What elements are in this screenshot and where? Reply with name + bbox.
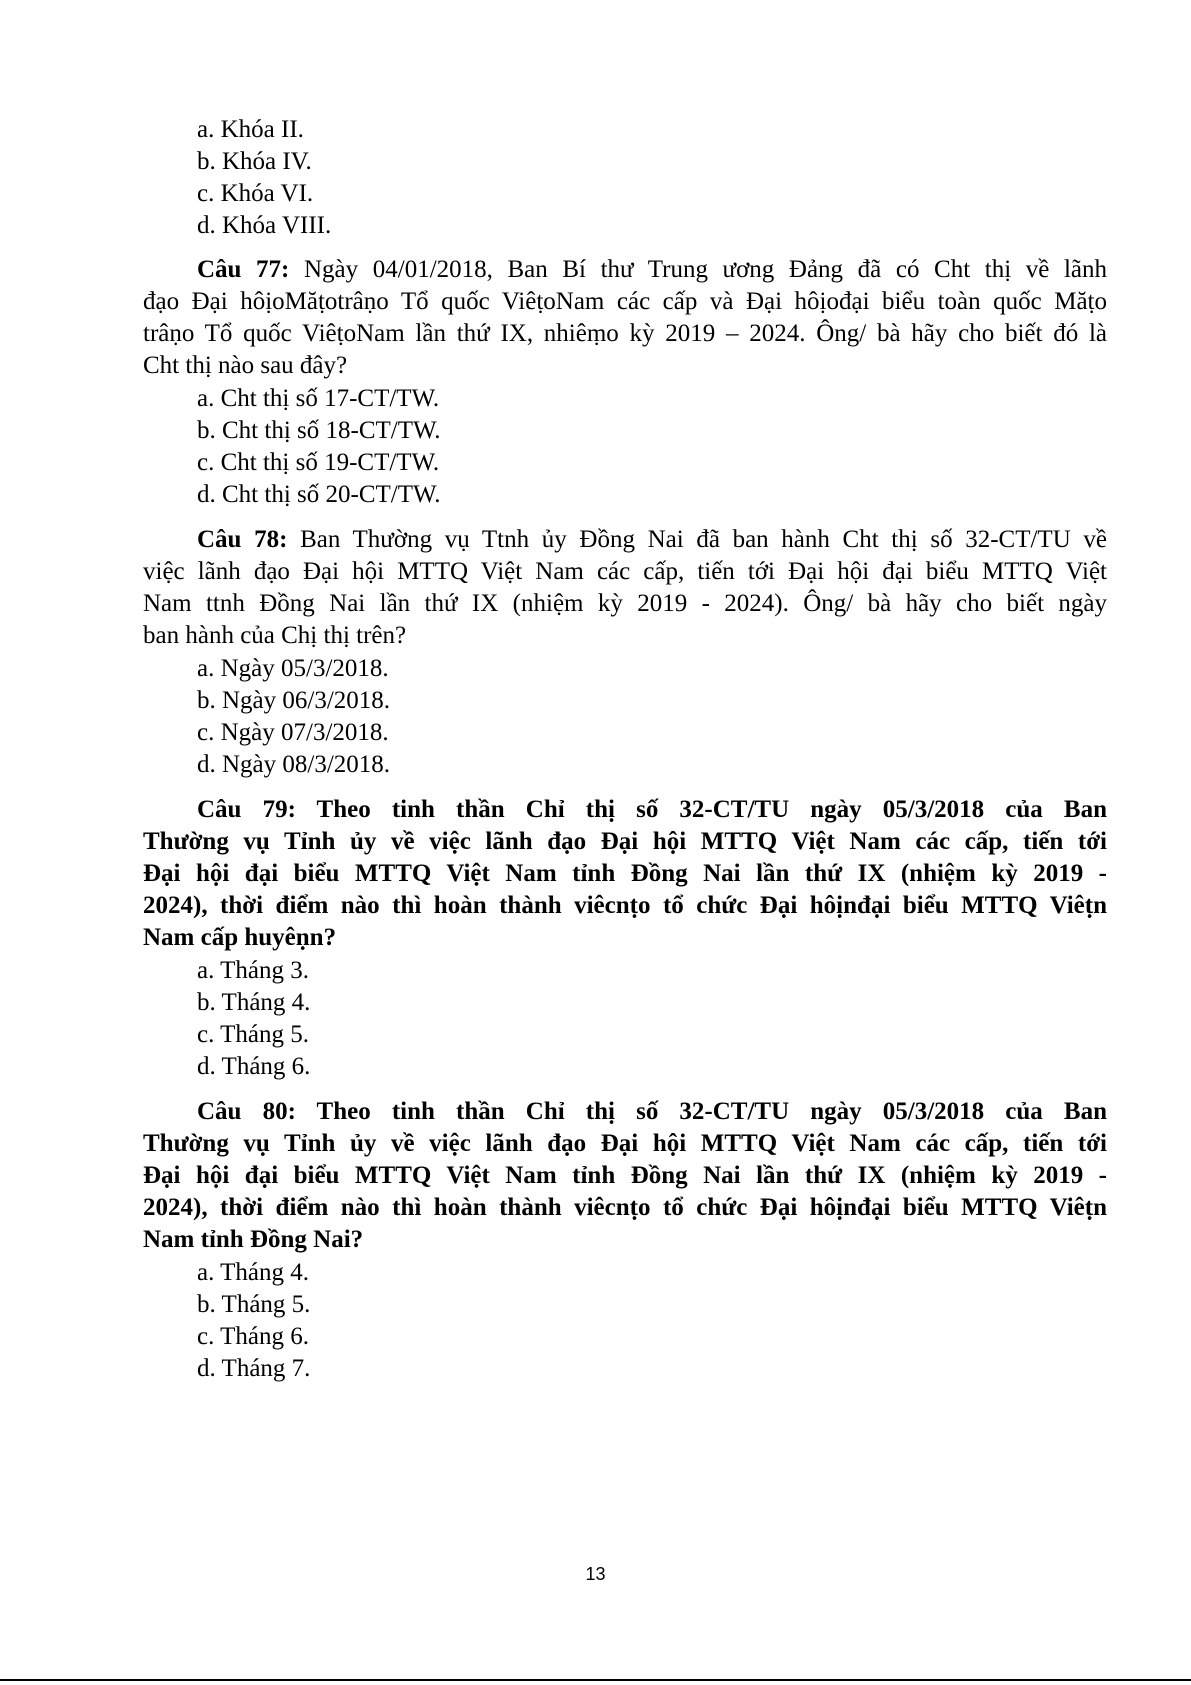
q76-option-a: a. Khóa II.: [197, 116, 304, 143]
q79-option-a: a. Tháng 3.: [197, 957, 310, 984]
question-77-label: Câu 77:: [197, 256, 290, 283]
q80-option-b: b. Tháng 5.: [197, 1291, 311, 1318]
question-80-line-2: Thường vụ Tỉnh ủy về việc lãnh đạo Đại hội MTTQ Việt Nam các cấp, tiến tới: [143, 1130, 1107, 1157]
question-79: [143, 794, 1107, 954]
q80-option-c: c. Tháng 6.: [197, 1323, 310, 1350]
q77-option-d: d. Cht thị số 20-CT/TW.: [197, 481, 441, 508]
q76-option-d: d. Khóa VIII.: [197, 212, 332, 239]
q79-option-c: c. Tháng 5.: [197, 1021, 310, 1048]
question-78-line-4: ban hành của Chị thị trên?: [143, 622, 407, 649]
question-80-line-4: 2024), thời điểm nào thì hoàn thành viêcnṭo tổ chức Đại hôịnđại biểu MTTQ Viêṭn: [143, 1194, 1107, 1221]
question-78: [143, 524, 1107, 652]
question-77-line-2: đạo Đại hôịoMăṭotrâṇo Tổ quốc ViêṭoNam các cấp và Đại hôịođại biểu toàn quốc Măṭo: [143, 288, 1107, 315]
bottom-rule: [0, 1679, 1191, 1681]
q77-option-c: c. Cht thị số 19-CT/TW.: [197, 449, 440, 476]
page-number: 13: [585, 1564, 606, 1584]
question-79-line-3: Đại hội đại biểu MTTQ Việt Nam tỉnh Đồng Nai lần thứ IX (nhiệm kỳ 2019 -: [143, 860, 1107, 887]
question-80-line-5: Nam tỉnh Đồng Nai?: [143, 1226, 364, 1253]
q80-option-a: a. Tháng 4.: [197, 1259, 310, 1286]
question-77: [143, 254, 1107, 382]
q79-option-d: d. Tháng 6.: [197, 1053, 311, 1080]
question-78-label: Câu 78:: [197, 526, 288, 553]
question-78-line-1: Câu 78: Ban Thường vụ Ttnh ủy Đồng Nai đã ban hành Cht thị số 32-CT/TU về: [197, 526, 1107, 553]
q78-option-a: a. Ngày 05/3/2018.: [197, 655, 389, 682]
question-78-line-2: việc lãnh đạo Đại hội MTTQ Việt Nam các cấp, tiến tới Đại hội đại biểu MTTQ Việt: [143, 558, 1107, 585]
question-80-line-3: Đại hội đại biểu MTTQ Việt Nam tỉnh Đồng Nai lần thứ IX (nhiệm kỳ 2019 -: [143, 1162, 1107, 1189]
q78-option-b: b. Ngày 06/3/2018.: [197, 687, 391, 714]
q79-option-b: b. Tháng 4.: [197, 989, 311, 1016]
q76-option-b: b. Khóa IV.: [197, 148, 312, 175]
question-79-line-4: 2024), thời điểm nào thì hoàn thành viêcnṭo tổ chức Đại hôịnđại biểu MTTQ Viêṭn: [143, 892, 1107, 919]
q77-option-b: b. Cht thị số 18-CT/TW.: [197, 417, 441, 444]
q77-option-a: a. Cht thị số 17-CT/TW.: [197, 385, 440, 412]
question-79-line-5: Nam cấp huyêṇn?: [143, 924, 337, 951]
q76-option-c: c. Khóa VI.: [197, 180, 314, 207]
question-78-line-3: Nam ttnh Đồng Nai lần thứ IX (nhiệm kỳ 2019 - 2024). Ông/ bà hãy cho biết ngày: [143, 590, 1107, 617]
q80-option-d: d. Tháng 7.: [197, 1355, 311, 1382]
question-80: [143, 1096, 1107, 1256]
question-77-line-3: trâṇo Tổ quốc ViêṭoNam lần thứ IX, nhiêṃo kỳ 2019 – 2024. Ông/ bà hãy cho biết đó là: [143, 320, 1107, 347]
question-79-line-1: Câu 79: Theo tinh thần Chỉ thị số 32-CT/TU ngày 05/3/2018 của Ban: [197, 796, 1107, 823]
question-80-line-1: Câu 80: Theo tinh thần Chỉ thị số 32-CT/TU ngày 05/3/2018 của Ban: [197, 1098, 1107, 1125]
question-77-line-4: Cht thị nào sau đây?: [143, 352, 348, 379]
q78-option-c: c. Ngày 07/3/2018.: [197, 719, 389, 746]
question-77-line-1: Câu 77: Ngày 04/01/2018, Ban Bí thư Trung ương Đảng đã có Cht thị về lãnh: [197, 256, 1107, 283]
q78-option-d: d. Ngày 08/3/2018.: [197, 751, 391, 778]
question-79-line-2: Thường vụ Tỉnh ủy về việc lãnh đạo Đại hội MTTQ Việt Nam các cấp, tiến tới: [143, 828, 1107, 855]
